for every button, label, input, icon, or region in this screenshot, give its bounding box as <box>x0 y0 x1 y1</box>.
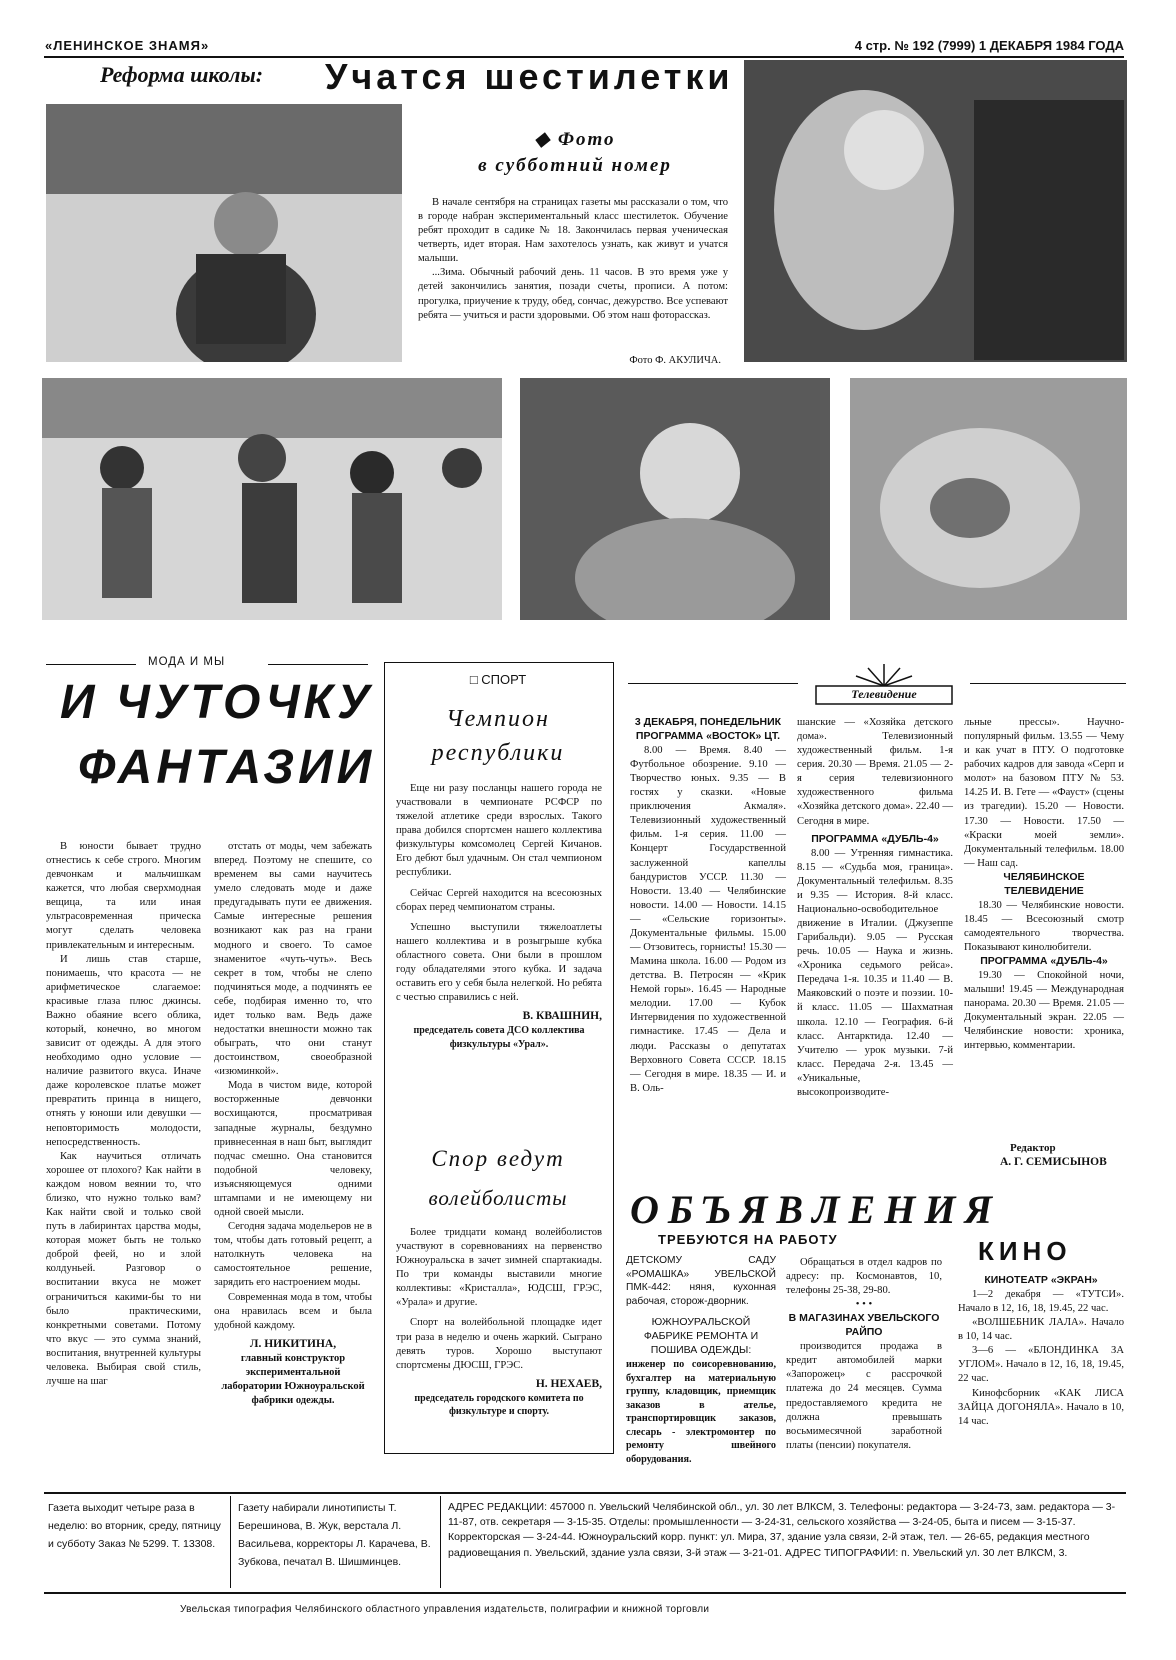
fashion-paragraph: В юности бывает трудно отнестись к себе строго. Многим девчонкам и мальчишкам кажется, что любая сверхмодная вещица, та или иная ультрасовременная прическа могут сделать человека привлекательным и интересным. <box>46 841 201 951</box>
sport-title-4: волейболисты <box>428 1186 568 1210</box>
fashion-rubric: МОДА И МЫ <box>148 656 226 668</box>
photo-heading-2: в субботний номер <box>478 155 672 176</box>
school-title: Учатся шестилетки <box>325 56 734 97</box>
school-paragraph: В начале сентября на страницах газеты мы рассказали о том, что в городе набран экспериментальный класс шестилеток. Обучение ребят проходит в садике № 18. Закончилась первая ученическая четверть, идет вторая. Нам захотелось узнать, как живут и учатся малыши. <box>418 197 728 265</box>
photo-teacher-class <box>744 60 1127 362</box>
rule <box>268 664 368 665</box>
sport-paragraph: Более тридцати команд волейболистов участвуют в соревнованиях на первенство Южноуральска в зачет зимней спартакиады. По три команды выставили многие коллективы: «Кристалла», ЮДСШ, ГРЭС, «Урала» и другие. <box>396 1227 602 1309</box>
jobs-heading: ТРЕБУЮТСЯ НА РАБОТУ <box>658 1232 838 1247</box>
ad-separator: • • • <box>855 1299 873 1311</box>
rule <box>440 1496 441 1588</box>
tv-schedule: 8.00 — Время. 8.40 — Футбольное обозрение. 9.10 — Творчество юных. 9.35 — В гостях у сказки. «Новые приключения Акмаля». Телевизионный художественный фильм. 1-я серия. 11.00 — Концерт Государственной заслуженной капеллы бандуристов УССР. 11.30 — Новости. 13.40 — Челябинские новости. 14.00 — Новости. 14.15 — «Сельские горизонты». Документальные фильмы. 15.00 — Отзовитесь, горнисты! 15.30 — Мамина школа. 16.00 — Родом из детства. В. Петросян — «Крик Немой горы». 16.45 — Народные мелодии. 17.00 — Кубок Интервидения по художественной гимнастике. 17.45 — Дела и люди. Рассказы о депутатах Верховного Совета СССР. 18.15 — Сегодня в мире. 18.35 — И. и В. Оль- <box>630 744 786 1094</box>
footer-staff: Газету набирали линотиписты Т. Берешинова, В. Жук, верстала Л. Васильева, корректоры Л. Карачева, В. Зубкова, печатал В. Шишминцев. <box>238 1502 431 1568</box>
tv-schedule: 18.30 — Челябинские новости. 18.45 — Всесоюзный смотр самодеятельного творчества. Показывают кинолюбители. <box>964 899 1124 953</box>
ads-title: ОБЪЯВЛЕНИЯ <box>630 1187 1002 1232</box>
ad-shop-heading: В МАГАЗИНАХ УВЕЛЬСКОГО РАЙПО <box>788 1312 940 1339</box>
tv-schedule: 19.30 — Спокойной ночи, малыши! 19.45 — Международная панорама. 20.30 — Время. 21.05 — Документальный экран. 22.05 — Челябинские новости: хроника, интервью, комментарии. <box>964 970 1124 1052</box>
fashion-paragraph: Мода в чистом виде, которой восторженные девчонки восхищаются, просматривая западные журналы, бездумно привнесенная в наш быт, выглядит подчас смешно. Она становится подобной человеку, изъясняющемуся одними штампами и не имеющему ни одной своей мысли. <box>214 1080 372 1219</box>
footer-address: АДРЕС РЕДАКЦИИ: 457000 п. Увельский Челябинской обл., ул. 30 лет ВЛКСМ, 3. Телефоны: редактора — 3-24-73, зам. редактора — 3-11-87, отв. секретаря — 3-15-35. Отделы: промышленности — 3-24-31, сельского хозяйства — 3-24-05, быта и писем — 3-15-37. Корректорская — 3-24-44. Южноуральский корр. пункт: ул. Мира, 37, здание узла связи, 2-й этаж, тел. — 26-65, редакция местного радиовещания п. Увельский, здание узла связи, 3-й этаж — 3-21-01. АДРЕС ТИПОГРАФИИ: п. Увельский ул. 30 лет ВЛКСМ, 3. <box>448 1501 1116 1559</box>
paper-name: «ЛЕНИНСКОЕ ЗНАМЯ» <box>45 38 210 53</box>
cinema-listing <box>958 1274 1124 1429</box>
tv-col-1 <box>630 716 786 1096</box>
tv-channel-heading: ПРОГРАММА «ДУБЛЬ-4» <box>811 832 939 845</box>
fashion-paragraph: отстать от моды, чем забежать вперед. Поэтому не спешите, со временем вы сами научитесь умело следовать моде и даже предугадывать пути ее движения. Самые интересные решения возникают как раз на грани модного и своего. То самое знаменитое «чуть-чуть». Весь секрет в том, чтобы не слепо подчиняться моде, а подчинять ее себе, подбирая именно то, что идет только вам. Ведь даже недостатки внешности можно так обыграть, что они станут достоинством, своеобразной «изюминкой». <box>214 841 372 1078</box>
fashion-paragraph: Современная мода в том, чтобы она нравилась всем и была удобной каждому. <box>214 1291 372 1331</box>
sport-title-2: республики <box>431 740 565 766</box>
tv-channel-heading: ЧЕЛЯБИНСКОЕ ТЕЛЕВИДЕНИЕ <box>1003 870 1085 897</box>
sport-text-2 <box>396 1226 602 1419</box>
ad-factory: инженер по соисоревнованию, бухгалтер на материальную группу, кладовщик, приемщик заказов в ателье, транспортировщик заказов, слесарь - электромонтер по ремонту швейного оборудования. <box>626 1359 776 1466</box>
ad-contact: Обращаться в отдел кадров по адресу: пр. Космонавтов, 10, телефоны 25-38, 29-80. <box>786 1257 942 1297</box>
sport-text <box>396 782 602 1051</box>
photo-child-snow <box>46 104 402 362</box>
rule <box>230 1496 231 1588</box>
tv-schedule: льные прессы». Научно-популярный фильм. 13.55 — Чему и как учат в ПТУ. О подготовке рабочих кадров для завода «Серп и молот» на базовом ПТУ № 53. 14.25 И. В. Гете — «Фауст» (сцены из трагедии). 15.20 — Новости. 17.30 — Новости. 17.50 — «Краски моей земли». Документальный телефильм. 18.00 — Наш сад. <box>964 717 1124 869</box>
school-rubric: Реформа школы: <box>100 62 264 87</box>
rule <box>46 664 136 665</box>
ad-kindergarten: ДЕТСКОМУ САДУ «РОМАШКА» УВЕЛЬСКОЙ ПМК-442: няня, кухонная рабочая, сторож-дворник. <box>626 1255 776 1307</box>
tv-channel-heading: 3 ДЕКАБРЯ, ПОНЕДЕЛЬНИК ПРОГРАММА «ВОСТОК» ЦТ. <box>634 716 782 742</box>
sport-paragraph: Еще ни разу посланцы нашего города не участвовали в чемпионате РСФСР по тяжелой атлетике среди взрослых. Такого права добился спортсмен нашего коллектива физкультуры комсомолец Сергей Кичанов. Его дебют был удачным. Он стал чемпионом республики. <box>396 783 602 879</box>
cinema-item: 3—6 — «БЛОНДИНКА ЗА УГЛОМ». Начало в 12, 16, 18, 19.45, 22 час. <box>958 1345 1124 1385</box>
tv-schedule: шанские — «Хозяйка детского дома». Телевизионный художественный фильм. 1-я серия. 20.30 — Время. 21.05 — 2-я серия телевизионного художественного фильма «Хозяйка детского дома». 22.40 — Сегодня в мире. <box>797 717 953 827</box>
printer-line: Увельская типография Челябинского областного управления издательств, полиграфии и книжной торговли <box>180 1604 710 1615</box>
fashion-paragraph: И лишь став старше, понимаешь, что красота — не арифметическое слагаемое: красивые глаза плюс джинсы. Важно обаяние всего облика, который, конечно, во многом зависит от одежды. А для этого необходимо одно условие — наличие развитого вкуса. Иначе даже королевское платье может превратить принца в нищего, отнять у юноши или девушки — неповторимость молодости, непосредственность. <box>46 953 201 1148</box>
sport-paragraph: Сейчас Сергей находится на всесоюзных сборах перед чемпионатом страны. <box>396 887 602 913</box>
ads-col-2 <box>786 1256 942 1453</box>
cinema-item: Кинофсборник «КАК ЛИСА ЗАЙЦА ДОГОНЯЛА». Начало в 10, 14 час. <box>958 1387 1124 1427</box>
sport-signature-role: председатель городского комитета по физкультуре и спорту. <box>414 1393 584 1418</box>
issue-line: 4 стр. № 192 (7999) 1 ДЕКАБРЯ 1984 ГОДА <box>854 38 1124 53</box>
tv-col-3 <box>964 716 1124 1054</box>
fashion-title-2: ФАНТАЗИИ <box>78 741 376 794</box>
sport-title-3: Спор ведут <box>431 1146 565 1171</box>
sport-signature: Н. НЕХАЕВ, <box>535 1377 602 1390</box>
fashion-col-1 <box>46 840 201 1389</box>
editor-label: Редактор <box>1010 1142 1056 1154</box>
fashion-title-1: И ЧУТОЧКУ <box>60 676 374 729</box>
rule <box>628 683 798 684</box>
photo-credit: Фото Ф. АКУЛИЧА. <box>629 355 721 366</box>
sport-paragraph: Спорт на волейбольной площадке идет три раза в неделю и очень жаркий. Сыграно девять туров. Хорошо выступают спортсмены ДЮСШ, ГРЭС. <box>396 1317 602 1371</box>
cinema-item: 1—2 декабря — «ТУТСИ». Начало в 12, 16, 18, 19.45, 22 час. <box>958 1288 1124 1315</box>
tv-logo-text: Телевидение <box>851 687 917 701</box>
photo-girl-knitting <box>520 378 830 620</box>
cinema-heading: КИНОТЕАТР «ЭКРАН» <box>984 1274 1098 1286</box>
sport-rubric: □ СПОРТ <box>469 672 527 687</box>
tv-channel-heading: ПРОГРАММА «ДУБЛЬ-4» <box>980 955 1108 968</box>
tv-schedule: 8.00 — Утренняя гимнастика. 8.15 — «Судьба моя, граница». Документальный телефильм. 8.35 и 9.35 — История. 8-й класс. Национально-освободительное движение в Италии. (Джузеппе Гарибальди). 9.05 — Русская речь. 10.05 — Наука и жизнь. «Хроника седьмого рейса». Передача 1-я. 10.35 и 11.40 — В. Маяковский о поэте и поэзии. 10-й класс. 11.05 — Шахматная школа. 12.10 — География. 6-й класс. Антарктида. 12.40 — Учителю — урок музыки. 7-й класс. Передача 2-я. 13.45 — «Уникальные, высокопроизводите- <box>797 847 953 1098</box>
ads-col-1 <box>626 1254 776 1467</box>
rule <box>970 683 1126 684</box>
sport-signature-role: председатель совета ДСО коллектива физкультуры «Урал». <box>413 1025 585 1050</box>
ad-factory-heading: ЮЖНОУРАЛЬСКОЙ ФАБРИКЕ РЕМОНТА И ПОШИВА ОДЕЖДЫ: <box>643 1316 759 1357</box>
sport-signature: В. КВАШНИН, <box>522 1010 602 1023</box>
photo-heading: ◆ Фото <box>534 129 616 150</box>
photo-sleeping-child <box>850 378 1127 620</box>
tv-col-2 <box>797 716 953 1100</box>
sport-title-1: Чемпион <box>446 706 550 732</box>
fashion-paragraph: Сегодня задача модельеров не в том, чтобы дать готовый рецепт, а натолкнуть человека на самостоятельное решение, зарядить его настроением моды. <box>214 1221 372 1289</box>
footer-rule <box>44 1492 1126 1494</box>
footer-schedule: Газета выходит четыре раза в неделю: во вторник, среду, пятницу и субботу Заказ № 5299. Т. 13308. <box>48 1502 221 1550</box>
fashion-signature: Л. НИКИТИНА, <box>249 1337 337 1350</box>
cinema-title: КИНО <box>978 1236 1072 1266</box>
sport-paragraph: Успешно выступили тяжелоатлеты нашего коллектива и в розыгрыше кубка областного совета. Они были в прошлом году обладателями этого кубка. И задача оставить его у себя была нелегкой. Но ребята с честью справились с ней. <box>396 921 602 1004</box>
school-text <box>418 196 728 323</box>
school-paragraph: ...Зима. Обычный рабочий день. 11 часов. В это время уже у детей закончились занятия, позади счеты, прописи. А потом: прогулка, приучение к труду, обед, сончас, дежурство. Все успевают ребята — учиться и расти здоровыми. Об этом наш фоторассказ. <box>418 267 728 321</box>
fashion-paragraph: Как научиться отличать хорошее от плохого? Как найти в каждом новом веянии то, что близко, что нужно только вам? Как найти свой и только свой путь в лабиринтах царства моды, которая может быть не только доброй феей, но и злой колдуньей. Разговор о воспитании вкуса не может ограничиться какими-бы то ни было практическими, конкретными советами. Потому что вкус — это сумма знаний, воспитания, внутренней культуры человека. Выбирая свой стиль, лучше на шаг <box>46 1150 201 1387</box>
fashion-signature-role: главный конструктор экспериментальной лаборатории Южноуральской фабрики одежды. <box>221 1353 365 1406</box>
editor-name: А. Г. СЕМИСЫНОВ <box>1000 1156 1107 1168</box>
fashion-col-2 <box>214 840 372 1408</box>
ad-shop: производится продажа в кредит автомобилей марки «Запорожец» с рассрочкой платежа до 24 месяцев. Сумма предоставляемого кредита не должна превышать восьмимесячной заработной платы (пенсии) покупателя. <box>786 1341 942 1451</box>
tv-logo <box>806 662 962 706</box>
footer-rule <box>44 1592 1126 1594</box>
photo-children-play <box>42 378 502 620</box>
cinema-item: «ВОЛШЕБНИК ЛАЛА». Начало в 10, 14 час. <box>958 1317 1124 1343</box>
